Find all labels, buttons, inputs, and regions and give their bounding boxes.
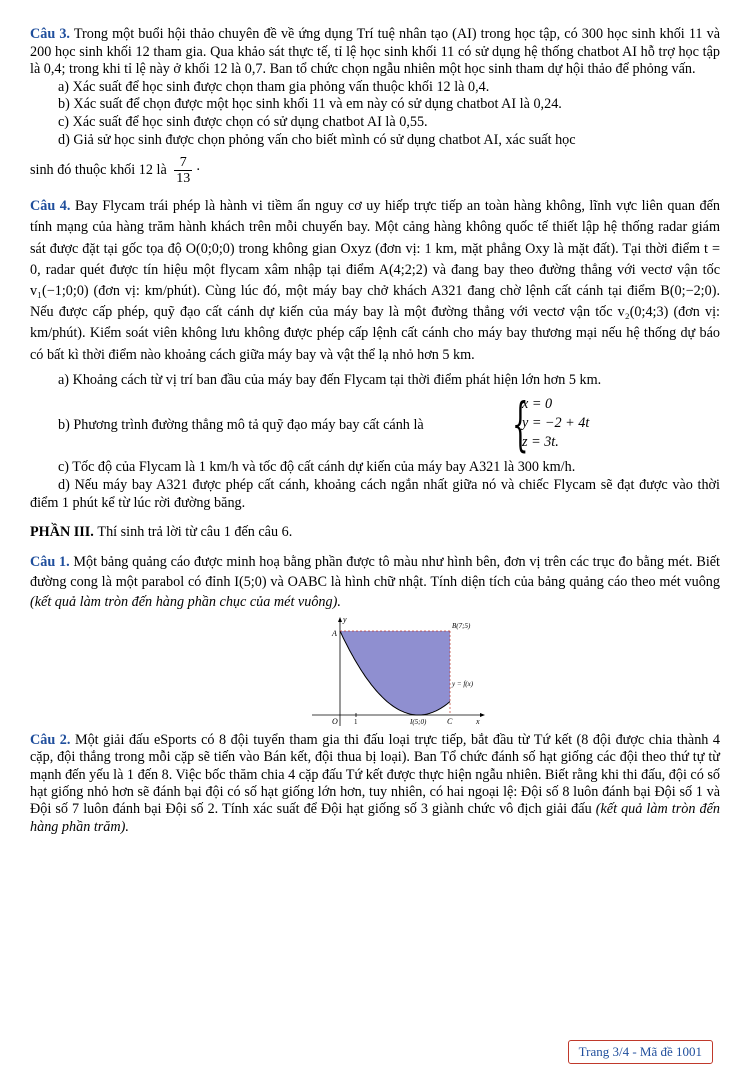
equation-y: y = −2 + 4t (522, 415, 590, 432)
question-3 (30, 26, 720, 79)
option-b-text: b) Phương trình đường thẳng mô tả quỹ đạo máy bay cất cánh là (58, 417, 424, 434)
label-a: A (332, 628, 337, 638)
fraction-numerator: 7 (174, 155, 192, 171)
option-d-end: · (195, 161, 201, 178)
part-heading (30, 524, 720, 542)
option-d: d) Nếu máy bay A321 được phép cất cánh, khoảng cách ngắn nhất giữa nó và chiếc Flycam sẽ đạt được vào thời điểm 1 phút kể từ lúc rời đường băng. (30, 476, 720, 511)
part-text: Thí sinh trả lời từ câu 1 đến câu 6. (97, 524, 293, 541)
part3-question-2 (30, 732, 720, 836)
parabola-graph (298, 616, 488, 730)
exam-page (30, 26, 720, 836)
option-d-text: sinh đó thuộc khối 12 là (30, 161, 167, 178)
option-b (30, 390, 720, 459)
question-text: Trong một buổi hội thảo chuyên đề về ứng dụng Trí tuệ nhân tạo (AI) trong học tập, có 300 học sinh khối 11 và 200 học sinh khối 12 tham gia. Qua khảo sát thực tế, tỉ lệ học sinh khối 11 có sử dụng hệ thống chatbot AI hỗ trợ học tập là 0,4; trong khi tỉ lệ này ở khối 12 là 0,7. Ban tổ chức chọn ngẫu nhiên một học sinh tham dự hội thảo để phỏng vấn. (30, 26, 720, 78)
question-text: Một giải đấu eSports có 8 đội tuyển tham gia thi đấu loại trực tiếp, bắt đầu từ Tứ kết (8 đội được chia thành 4 cặp, đội thắng trong mỗi cặp sẽ tiến vào Bán kết, đội thua bị loại). Ban Tổ chức đánh số hạt giống các đội theo thứ tự từ mạnh đến yếu là 1 đến 8. Việc bốc thăm chia 4 cặp đấu Tứ kết được thực hiện ngẫu nhiên. Biết rằng khi thi đấu, đội có số hạt giống nhỏ hơn sẽ đánh bại đội có số hạt giống lớn hơn, tuy nhiên, có hai ngoại lệ: Đội số 8 luôn đánh bại Đội số 1 và Đội số 7 luôn đánh bại Đội số 2. Tính xác suất để Đội hạt giống số 3 giành chức vô địch giải đấu (30, 731, 721, 818)
label-1: 1 (354, 717, 358, 726)
option-a: a) Xác suất để học sinh được chọn tham gia phỏng vấn thuộc khối 12 là 0,4. (58, 78, 490, 95)
brace: { (512, 390, 529, 459)
option-a: a) Khoảng cách từ vị trí ban đầu của máy bay đến Flycam tại thời điểm phát hiện lớn hơn 5 km. (58, 371, 602, 388)
question-label: Câu 1. (30, 553, 70, 570)
label-i: I(5;0) (410, 717, 427, 726)
label-y: y (343, 615, 347, 624)
label-c: C (447, 716, 453, 726)
fraction-denominator: 13 (176, 171, 191, 187)
question-text: Bay Flycam trái phép là hành vi tiềm ẩn nguy cơ uy hiếp trực tiếp an toàn hàng không, lĩnh vực liên quan đến tính mạng của hàng trăm hành khách trên mỗi chuyến bay. Một cảng hàng không quốc tế thiết lập hệ thống radar giám sát được đặt tại gốc tọa độ O(0;0;0) trong không gian Oxyz (đơn vị: 1 km, mặt phẳng Oxy là mặt đất). Tại thời điểm t = 0, radar quét được tín hiệu một flycam xâm nhập tại điểm A(4;2;2) và đang bay theo đường thẳng với vectơ vận tốc v₁(−1;0;0) (đơn vị: km/phút). Cùng lúc đó, một máy bay chở khách A321 đang chờ lệnh cất cánh tại điểm B(0;−2;0). Nếu được cấp phép, quỹ đạo cất cánh dự kiến của máy bay là một đường thẳng với vectơ vận tốc v₂(0;4;3) (đơn vị: km/phút). Kiểm soát viên không lưu không được phép cấp lệnh cất cánh cho máy bay thương mại nếu hệ thống dự báo có bất kì thời điểm nào khoảng cách giữa máy bay và vật thể lạ nhỏ hơn 5 km. (30, 198, 721, 363)
y-axis-arrow (338, 617, 342, 622)
equation-system (512, 390, 590, 459)
question-label: Câu 4. (30, 198, 71, 215)
question-label: Câu 3. (30, 26, 70, 42)
x-axis-arrow (480, 713, 485, 717)
rounding-note: (kết quả làm tròn đến hàng phần trăm). (30, 801, 720, 835)
label-b: B(7;5) (452, 621, 471, 630)
part-label: PHẦN III. (30, 524, 94, 541)
option-b: b) Xác suất để chọn được một học sinh khối 11 và em này có sử dụng chatbot AI là 0,24. (58, 96, 562, 113)
label-o: O (332, 716, 338, 726)
question-label: Câu 2. (30, 731, 71, 748)
fraction (174, 155, 192, 186)
part3-question-1 (30, 552, 720, 612)
option-d: d) Giả sử học sinh được chọn phỏng vấn cho biết mình có sử dụng chatbot AI, xác suất học (58, 131, 576, 148)
question-text: Một bảng quảng cáo được minh hoạ bằng phần được tô màu như hình bên, đơn vị trên các trục đo bằng mét. Biết đường cong là một parabol có đỉnh I(5;0) và OABC là hình chữ nhật. Tính diện tích của bảng quảng cáo theo mét vuông (30, 553, 721, 590)
parabola-figure (298, 616, 488, 730)
label-f: y = f(x) (452, 679, 474, 688)
question-4 (30, 196, 720, 366)
page-footer: Trang 3/4 - Mã đề 1001 (568, 1040, 713, 1064)
rounding-note: (kết quả làm tròn đến hàng phần chục của mét vuông). (30, 593, 341, 610)
equation-z: z = 3t. (522, 434, 559, 451)
equation-x: x = 0 (522, 396, 553, 413)
option-d-cont (30, 155, 720, 186)
label-x: x (476, 716, 480, 726)
option-c: c) Tốc độ của Flycam là 1 km/h và tốc độ cất cánh dự kiến của máy bay A321 là 300 km/h. (58, 459, 576, 476)
option-c: c) Xác suất để học sinh được chọn có sử dụng chatbot AI là 0,55. (58, 113, 428, 130)
shaded-region (340, 631, 450, 715)
